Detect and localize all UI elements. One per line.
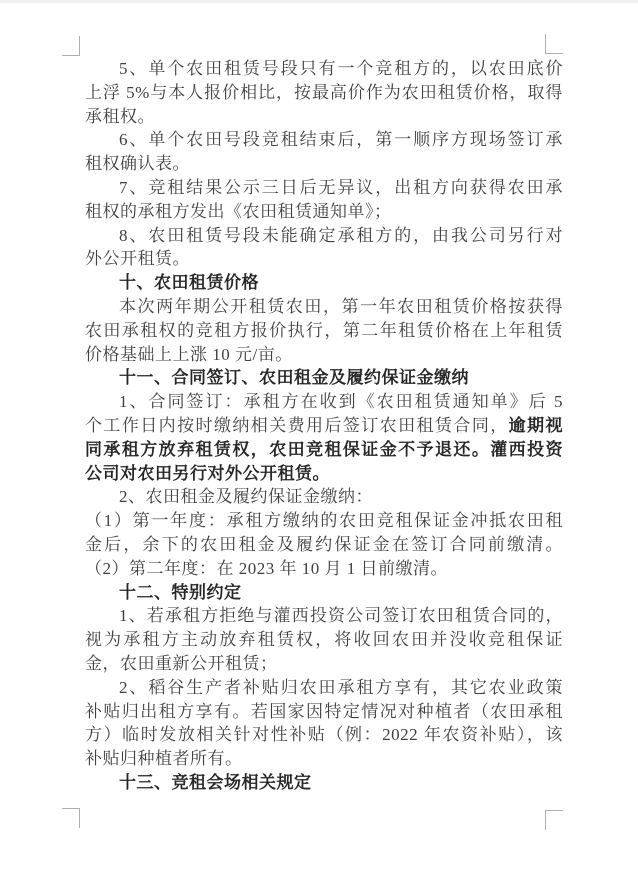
paragraph [85, 557, 563, 581]
bold-text-segment: 十、农田租赁价格 [119, 273, 259, 293]
section-heading [85, 771, 563, 795]
text-segment: 5、单个农田租赁号段只有一个竞租方的，以农田底价 [119, 59, 563, 78]
text-line [85, 366, 563, 390]
section-heading [85, 581, 563, 605]
paragraph [85, 509, 563, 557]
text-line [85, 224, 563, 248]
bold-text-segment: 同承租方放弃租赁权，农田竞租保证金不予退还。灌西投资 [85, 439, 563, 459]
text-line [85, 128, 563, 152]
text-segment: 8、农田租赁号段未能确定承租方的，由我公司另行对 [119, 225, 563, 245]
text-segment: 上浮 5%与本人报价相比，按最高价作为农田租赁价格，取得 [85, 82, 563, 102]
text-line [85, 533, 563, 557]
text-segment: 农田承租权的竞租方报价执行，第二年租赁价格在上年租赁 [85, 320, 563, 340]
text-segment: 补贴归出租方享有。若国家因特定情况对种植者（农田承租 [85, 701, 563, 721]
text-segment: 方）临时发放相关针对性补贴（例：2022 年农资补贴），该 [85, 725, 563, 745]
text-line [85, 295, 563, 319]
text-line [85, 390, 563, 414]
text-line [85, 747, 563, 771]
paragraph [85, 57, 563, 128]
text-segment: 本次两年期公开租赁农田，第一年农田租赁价格按获得 [119, 296, 563, 316]
text-line [85, 81, 563, 105]
text-segment: 补贴归种植者所有。 [85, 749, 243, 769]
crop-mark-bottom-left [62, 808, 80, 828]
paragraph [85, 128, 563, 176]
text-line [85, 557, 563, 581]
text-line [85, 509, 563, 533]
text-line [85, 247, 563, 271]
section-heading [85, 271, 563, 295]
text-line [85, 271, 563, 295]
text-segment: 2、农田租金及履约保证金缴纳： [119, 487, 373, 507]
text-segment: 1、若承租方拒绝与灌西投资公司签订农田租赁合同的， [119, 606, 563, 626]
document-body [85, 57, 563, 795]
paragraph [85, 676, 563, 771]
text-line [85, 200, 563, 224]
text-segment: 2、稻谷生产者补贴归农田承租方享有，其它农业政策 [119, 677, 563, 697]
text-line [85, 152, 563, 176]
text-segment: 1、合同签订：承租方在收到《农田租赁通知单》后 5 [119, 392, 563, 412]
paragraph [85, 485, 563, 509]
paragraph [85, 295, 563, 366]
crop-mark-top-left [62, 36, 80, 56]
text-line [85, 414, 563, 438]
text-line [85, 581, 563, 605]
text-segment: 6、单个农田号段竞租结束后，第一顺序方现场签订承 [119, 130, 563, 150]
text-line [85, 343, 563, 367]
text-line [85, 700, 563, 724]
crop-mark-top-right [545, 34, 563, 54]
crop-mark-bottom-right [545, 810, 563, 830]
text-line [85, 438, 563, 462]
bold-text-segment: 逾期视 [508, 415, 564, 435]
text-segment: 金，农田重新公开租赁； [85, 653, 278, 673]
text-line [85, 604, 563, 628]
paragraph [85, 390, 563, 485]
text-segment: 金后，余下的农田租金及履约保证金在签订合同前缴清。 [85, 534, 563, 554]
text-segment: 个工作日内按时缴纳相关费用后签订农田租赁合同， [85, 415, 509, 435]
page-top-edge [0, 0, 638, 3]
text-line [85, 723, 563, 747]
text-line [85, 485, 563, 509]
bold-text-segment: 十三、竞租会场相关规定 [119, 772, 312, 792]
text-segment: 视为承租方主动放弃租赁权，将收回农田并没收竞租保证 [85, 630, 563, 650]
section-heading [85, 366, 563, 390]
bold-text-segment: 十二、特别约定 [119, 582, 242, 602]
text-line [85, 771, 563, 795]
text-segment: 价格基础上上涨 10 元/亩。 [85, 344, 293, 364]
text-line [85, 652, 563, 676]
text-line [85, 628, 563, 652]
text-segment: 7、竞租结果公示三日后无异议，出租方向获得农田承 [119, 177, 563, 197]
text-segment: 租权的承租方发出《农田租赁通知单》； [85, 201, 392, 221]
paragraph [85, 224, 563, 272]
text-segment: 承租权。 [85, 106, 155, 126]
text-line [85, 462, 563, 486]
text-segment: 租权确认表。 [85, 154, 190, 174]
text-line [85, 676, 563, 700]
text-segment: 外公开租赁。 [85, 249, 190, 269]
paragraph [85, 176, 563, 224]
bold-text-segment: 公司对农田另行对外公开租赁。 [85, 463, 330, 483]
text-segment: （1）第一年度：承租方缴纳的农田竞租保证金冲抵农田租 [85, 511, 563, 531]
paragraph [85, 604, 563, 675]
text-line [85, 57, 563, 81]
text-segment: （2）第二年度：在 2023 年 10 月 1 日前缴清。 [85, 558, 448, 578]
text-line [85, 176, 563, 200]
bold-text-segment: 十一、合同签订、农田租金及履约保证金缴纳 [119, 368, 469, 388]
text-line [85, 105, 563, 129]
text-line [85, 319, 563, 343]
